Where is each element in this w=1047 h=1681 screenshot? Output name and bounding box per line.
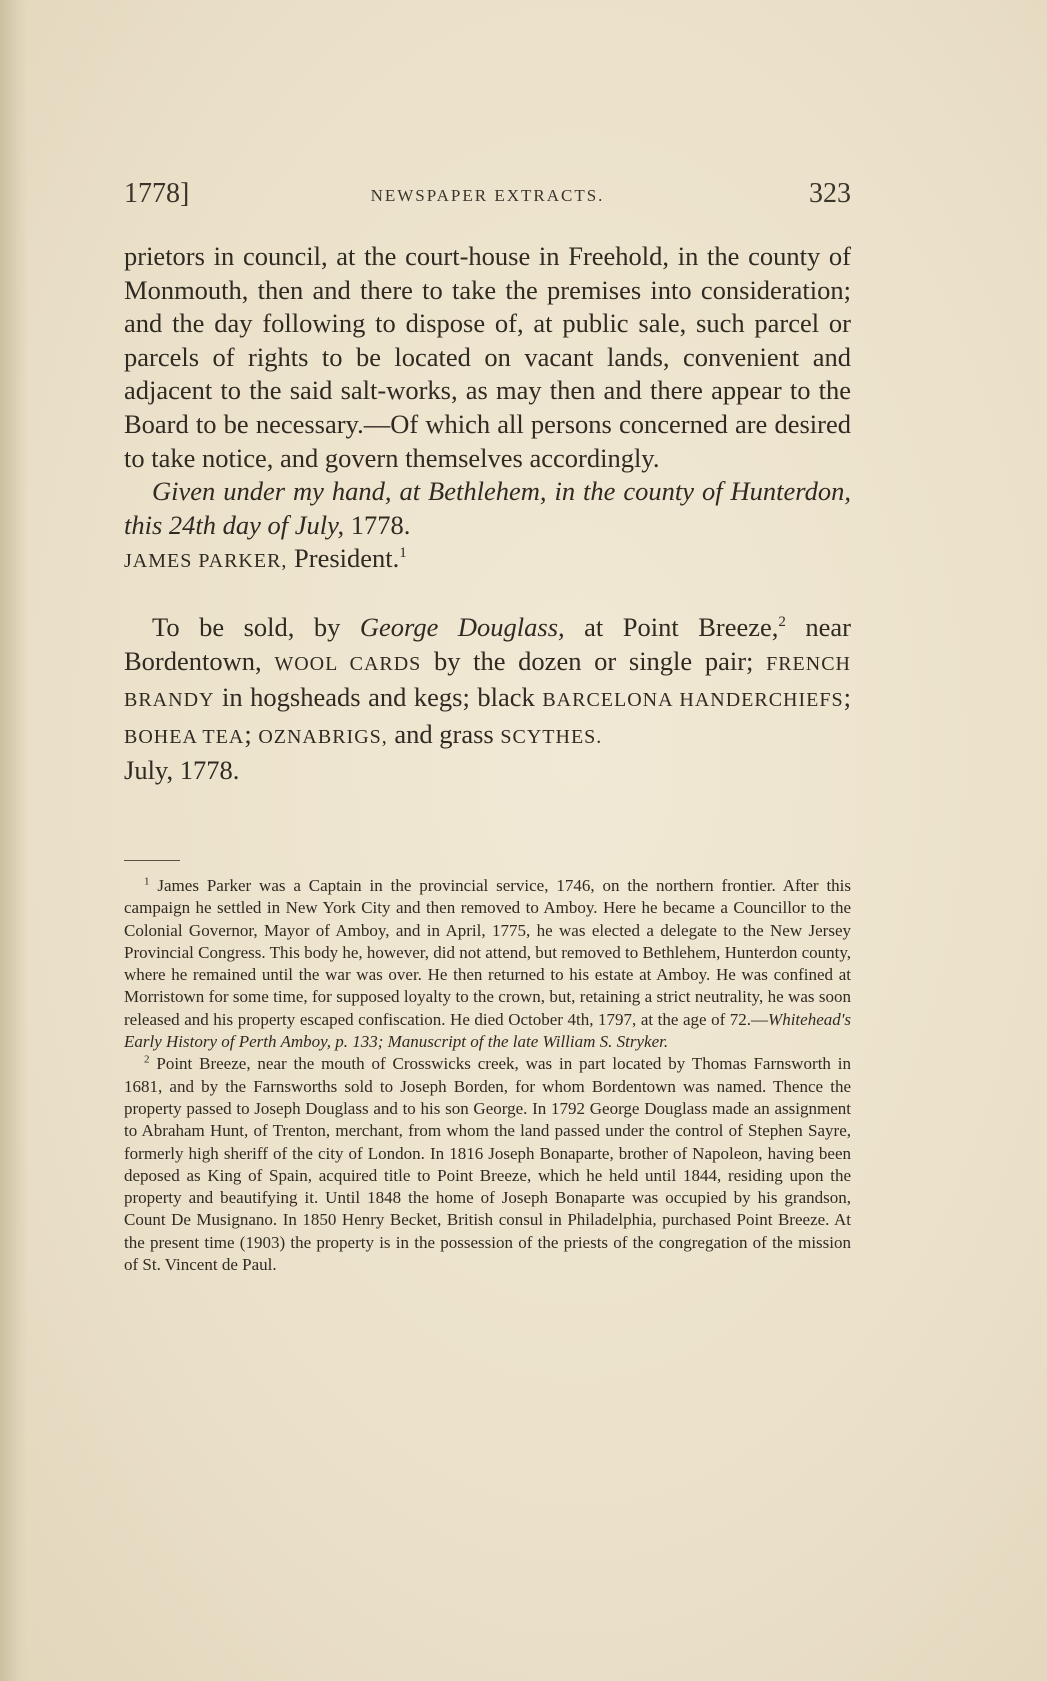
ad-text: ; — [843, 682, 851, 713]
footnote-1-source: Whitehead's Early History of Perth Amboy, p. 133; Manuscript of the late William S. Stryker. — [124, 1009, 851, 1052]
ad-item: BOHEA TEA — [124, 725, 245, 748]
running-header — [124, 178, 851, 214]
ad-text: To be sold, by — [152, 611, 341, 642]
footnote-2 — [124, 1053, 851, 1276]
footnote-2-text: Point Breeze, near the mouth of Crosswicks creek, was in part located by Thomas Farnsworth in 1681, and by the Farnsworths sold to Joseph Borden, for whom Bordentown was named. Thence the property passed to Joseph Douglass and to his son George. In 1792 George Douglass made an assignment to Abraham Hunt, of Trenton, merchant, from whom the land passed under the control of Stephen Sayre, formerly high sheriff of the city of London. In 1816 Joseph Bonaparte, brother of Napoleon, having been deposed as King of Spain, acquired title to Point Breeze, which he held until 1844, residing upon the property and beautifying it. Until 1848 the home of Joseph Bonaparte was occupied by his grandson, Count De Musignano. In 1850 Henry Becket, British consul in Philadelphia, purchased Point Breeze. At the present time (1903) the property is in the possession of the priests of the congregation of the mission of St. Vincent de Paul. — [124, 1054, 852, 1275]
footnote-1 — [124, 875, 851, 1053]
footnote-rule — [124, 860, 180, 861]
ad-item: FRENCH BRANDY — [124, 652, 851, 712]
footnote-mark-2: 2 — [144, 1053, 150, 1066]
section-gap — [124, 579, 851, 611]
ad-item: SCYTHES. — [500, 725, 603, 748]
ad-text: at Point Breeze, — [584, 611, 779, 642]
ad-item: OZNABRIGS, — [258, 725, 388, 748]
signer-title: President. — [294, 543, 400, 574]
footnote-ref-2: 2 — [778, 614, 786, 631]
footnotes — [124, 875, 851, 1276]
signature-line — [124, 542, 851, 579]
ad-text: and grass — [394, 718, 494, 749]
paragraph-notice: prietors in council, at the court-house in Freehold, in the county of Monmouth, then and there to take the premises into consideration; and the day following to dispose of, at public sale, such parcel or parcels of rights to be located on vacant lands, convenient and adjacent to the said salt-works, as may then and there appear to the Board to be necessary.—Of which all persons concerned are desired to take notice, and govern themselves accordingly. — [124, 241, 851, 473]
header-title: NEWSPAPER EXTRACTS. — [370, 186, 605, 205]
ad-text: ; — [244, 718, 252, 749]
ad-item: BARCELONA HANDERCHIEFS — [542, 689, 844, 712]
given-text: Given under my hand, at Bethlehem, in the county of Hunterdon, this 24th day of July, — [124, 476, 851, 540]
paragraph-advertisement — [124, 611, 851, 754]
ad-text: near Bordentown, — [124, 611, 852, 676]
ad-text: by the dozen or single pair; — [433, 645, 754, 676]
seller-name: George Douglass, — [359, 611, 565, 642]
given-line — [124, 475, 851, 542]
header-year: 1778] — [124, 178, 190, 209]
footnote-1-text: James Parker was a Captain in the provincial service, 1746, on the northern frontier. After this campaign he settled in New York City and then removed to Amboy. Here he became a Councillor to the Colonial Governor, Mayor of Amboy, and in April, 1775, he was elected a delegate to the New Jersey Provincial Congress. This body he, however, did not attend, but removed to Bethlehem, Hunterdon county, where he remained until the war was over. He then returned to his estate at Amboy. He was confined at Morristown for some time, for supposed loyalty to the crown, but, retaining a strict neutrality, he was soon released and his property escaped confiscation. He died October 4th, 1797, at the age of 72.— — [124, 876, 852, 1029]
footnote-ref-1: 1 — [399, 545, 407, 562]
footnote-mark-1: 1 — [144, 875, 150, 888]
page-number: 323 — [809, 178, 851, 209]
main-text — [124, 240, 851, 788]
signer-name: JAMES PARKER, — [124, 550, 288, 573]
ad-text: in hogsheads and kegs; black — [222, 682, 535, 713]
given-year: 1778. — [350, 509, 411, 540]
page-edge-shadow — [0, 0, 28, 1681]
ad-date: July, 1778. — [124, 755, 240, 786]
ad-item: WOOL CARDS — [274, 652, 422, 675]
